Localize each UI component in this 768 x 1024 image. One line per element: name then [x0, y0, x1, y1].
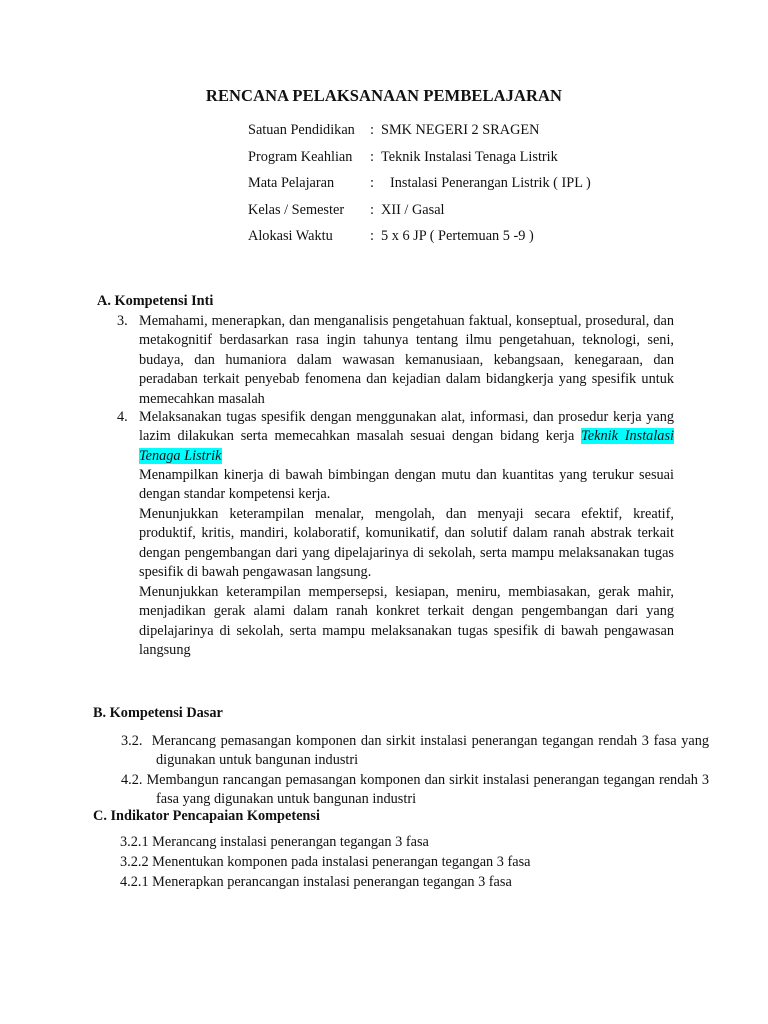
section-heading-kompetensi-dasar: B. Kompetensi Dasar: [93, 705, 223, 721]
identity-label: Program Keahlian: [248, 148, 353, 165]
kd-text: Merancang pemasangan komponen dan sirkit instalasi penerangan tegangan rendah 3 fasa yang digunakan untuk bangunan industri: [151, 733, 709, 769]
identity-value: SMK NEGERI 2 SRAGEN: [381, 122, 540, 138]
identity-label: Satuan Pendidikan: [248, 122, 355, 138]
section-heading-kompetensi-inti: A. Kompetensi Inti: [97, 293, 214, 309]
identity-colon: :: [370, 175, 374, 192]
ki-4-sub-paragraph-1: Menampilkan kinerja di bawah bimbingan dengan mutu dan kuantitas yang terukur sesuai dengan standar kompetensi kerja.: [139, 467, 674, 503]
identity-colon: :: [370, 122, 374, 138]
ki-number: 4.: [117, 409, 128, 425]
indikator-item: 3.2.2 Menentukan komponen pada instalasi penerangan tegangan 3 fasa: [120, 854, 531, 870]
section-heading-indikator: C. Indikator Pencapaian Kompetensi: [93, 808, 320, 824]
ki-4-sub-paragraph-2: Menunjukkan keterampilan menalar, mengolah, dan menyaji secara efektif, kreatif, produktif, kritis, mandiri, kolaboratif, komunikatif, dan solutif dalam ranah abstrak terkait dengan pengembangan dari yang dipelajarinya di sekolah, serta mampu melaksanakan tugas spesifik di bawah pengawasan langsung.: [139, 506, 674, 581]
identity-value: 5 x 6 JP ( Pertemuan 5 -9 ): [381, 228, 534, 245]
kd-text: Membangun rancangan pemasangan komponen dan sirkit instalasi penerangan tegangan rendah 3 fasa yang digunakan untuk bangunan industri: [146, 772, 710, 808]
identity-label: Alokasi Waktu: [248, 228, 333, 245]
identity-value: Instalasi Penerangan Listrik ( IPL ): [390, 175, 591, 192]
indikator-item: 3.2.1 Merancang instalasi penerangan tegangan 3 fasa: [120, 834, 429, 850]
ki-number: 3.: [117, 313, 128, 329]
document-title: RENCANA PELAKSANAAN PEMBELAJARAN: [205, 86, 563, 105]
identity-value: Teknik Instalasi Tenaga Listrik: [381, 148, 558, 165]
identity-colon: :: [370, 228, 374, 245]
identity-label: Kelas / Semester: [248, 201, 345, 218]
ki-4-sub-paragraph-3: Menunjukkan keterampilan mempersepsi, kesiapan, meniru, membiasakan, gerak mahir, menjadikan gerak alami dalam ranah konkret terkait dengan pengembangan dari yang dipelajarinya di sekolah, serta mampu melaksanakan tugas spesifik di bawah pengawasan langsung: [139, 584, 674, 659]
identity-value: XII / Gasal: [381, 201, 445, 218]
identity-label: Mata Pelajaran: [248, 175, 335, 192]
kd-number: 3.2.: [121, 733, 143, 749]
kd-number: 4.2.: [121, 772, 143, 788]
kd-item-3-2: [121, 732, 709, 771]
identity-colon: :: [370, 148, 374, 165]
identity-colon: :: [370, 201, 374, 218]
highlighted-program-name: Teknik Instalasi Tenaga Listrik: [139, 428, 674, 464]
kd-item-4-2: [121, 771, 709, 810]
ki-4-body: Melaksanakan tugas spesifik dengan menggunakan alat, informasi, dan prosedur kerja yang lazim dilakukan serta memecahkan masalah sesuai dengan bidang kerja: [139, 409, 674, 445]
ki-3-text: Memahami, menerapkan, dan menganalisis pengetahuan faktual, konseptual, prosedural, dan metakognitif berdasarkan rasa ingin tahunya tentang ilmu pengetahuan, teknologi, seni, budaya, dan humaniora dalam wawasan kemanusiaan, kebangsaan, kenegaraan, dan peradaban terkait penyebab fenomena dan kejadian dalam bidangkerja yang spesifik untuk memecahkan masalah: [139, 313, 674, 407]
ki-4-text: [139, 408, 674, 466]
indikator-item: 4.2.1 Menerapkan perancangan instalasi penerangan tegangan 3 fasa: [120, 874, 512, 890]
